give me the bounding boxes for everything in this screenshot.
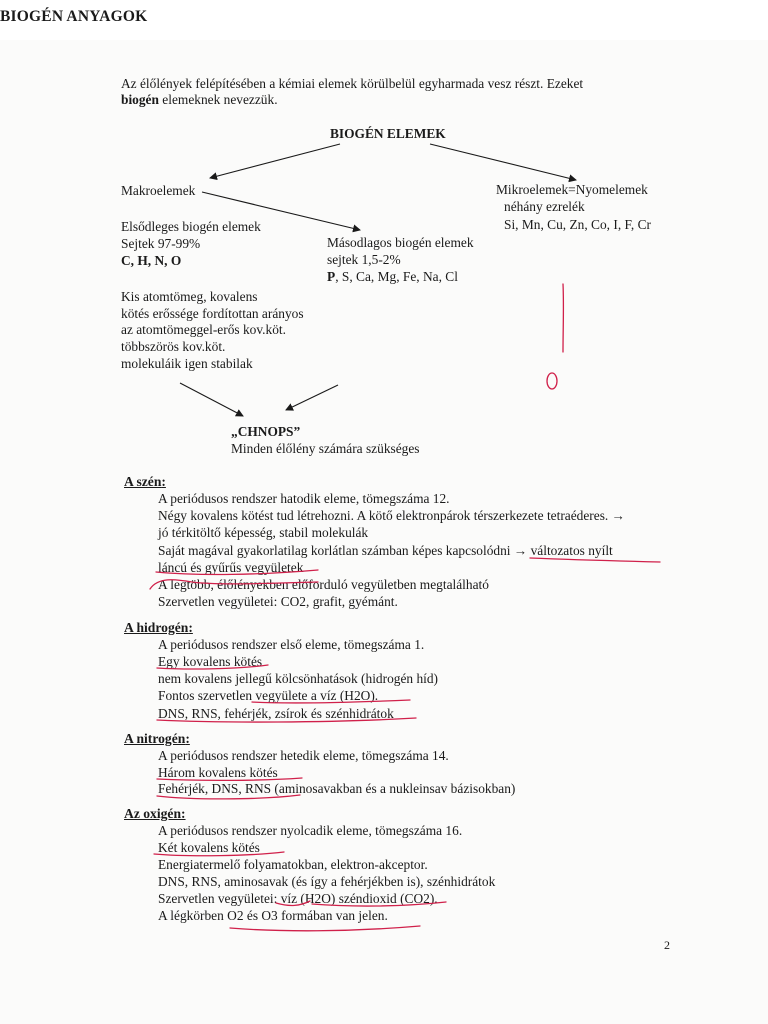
section-heading-hidrogen: A hidrogén:	[124, 620, 193, 635]
section-heading-szen: A szén:	[124, 474, 166, 489]
section-line: jó térkitöltő képesség, stabil molekulák	[158, 525, 369, 540]
property-line: többszörös kov.köt.	[121, 339, 226, 354]
section-line: A periódusos rendszer hetedik eleme, tömegszáma 14.	[158, 748, 449, 763]
section-line: Energiatermelő folyamatokban, elektron-akceptor.	[158, 857, 428, 872]
section-line: DNS, RNS, aminosavak (és így a fehérjékben is), szénhidrátok	[158, 874, 496, 889]
mikroelemek-sub: néhány ezrelék	[504, 199, 585, 214]
makroelemek-label: Makroelemek	[121, 183, 196, 198]
primary-percent: Sejtek 97-99%	[121, 236, 201, 251]
section-line: DNS, RNS, fehérjék, zsírok és szénhidrátok	[158, 706, 394, 721]
arrow-to-secondary	[202, 192, 360, 230]
arrow-secondary-to-chnops	[286, 385, 338, 410]
underline-lancu	[156, 570, 318, 574]
section-line: láncú és gyűrűs vegyületek	[158, 560, 304, 575]
section-line: A periódusos rendszer első eleme, tömegszáma 1.	[158, 637, 425, 652]
intro-rest: elemeknek nevezzük.	[158, 92, 278, 107]
secondary-elements-rest: , S, Ca, Mg, Fe, Na, Cl	[335, 269, 458, 284]
diagram-title: BIOGÉN ELEMEK	[330, 126, 446, 141]
property-line: az atomtömeggel-erős kov.köt.	[121, 322, 286, 337]
primary-elements: C, H, N, O	[121, 253, 182, 268]
underline-valtozatos	[530, 558, 660, 562]
property-line: Kis atomtömeg, kovalens	[121, 289, 258, 304]
underline-ket	[154, 852, 284, 856]
chnops-desc: Minden élőlény számára szükséges	[231, 441, 420, 456]
underline-szendioxid	[312, 902, 446, 906]
secondary-percent: sejtek 1,5-2%	[327, 252, 401, 267]
section-line: Fehérjék, DNS, RNS (aminosavakban és a nukleinsav bázisokban)	[158, 781, 516, 796]
section-line: Három kovalens kötés	[158, 765, 278, 780]
arrow-props-to-chnops	[180, 383, 243, 416]
section-line: A legtöbb, élőlényekben előforduló vegyületben megtalálható	[158, 577, 489, 592]
page-title: BIOGÉN ANYAGOK	[0, 8, 148, 25]
section-line: A légkörben O2 és O3 formában van jelen.	[158, 908, 388, 923]
arrow-to-makro	[210, 144, 340, 178]
section-line: Saját magával gyakorlatilag korlátlan számban képes kapcsolódni → változatos nyílt	[158, 543, 613, 558]
section-line: A periódusos rendszer hatodik eleme, tömegszáma 12.	[158, 491, 450, 506]
section-line: Szervetlen vegyületei: CO2, grafit, gyémánt.	[158, 594, 398, 609]
section-heading-nitrogen: A nitrogén:	[124, 731, 190, 746]
handwritten-zero	[547, 373, 557, 389]
underline-dns	[157, 718, 416, 722]
section-line: nem kovalens jellegű kölcsönhatások (hidrogén híd)	[158, 671, 439, 686]
intro-biogen-bold: biogén	[121, 92, 159, 107]
mikroelemek-label: Mikroelemek=Nyomelemek	[496, 182, 648, 197]
handwritten-annotations	[150, 284, 660, 931]
section-heading-oxigen: Az oxigén:	[124, 806, 186, 821]
mikroelemek-elements: Si, Mn, Cu, Zn, Co, I, F, Cr	[504, 217, 651, 232]
section-line: Szervetlen vegyületei: víz (H2O) széndioxid (CO2).	[158, 891, 438, 906]
section-line: Egy kovalens kötés	[158, 654, 263, 669]
property-line: kötés erőssége fordítottan arányos	[121, 306, 304, 321]
underline-legkor	[230, 926, 420, 931]
arrow-to-mikro	[430, 144, 576, 180]
page-number: 2	[664, 938, 670, 952]
section-line: Négy kovalens kötést tud létrehozni. A kötő elektronpárok térszerkezete tetraéderes. →	[158, 508, 626, 523]
underline-feherjek	[157, 795, 300, 799]
section-line: Fontos szervetlen vegyülete a víz (H2O).	[158, 688, 379, 703]
primary-label: Elsődleges biogén elemek	[121, 219, 261, 234]
section-line: Két kovalens kötés	[158, 840, 260, 855]
secondary-p-bold: P	[327, 269, 336, 284]
secondary-label: Másodlagos biogén elemek	[327, 235, 474, 250]
section-line: A periódusos rendszer nyolcadik eleme, tömegszáma 16.	[158, 823, 463, 838]
underline-egy-kovalens	[157, 665, 268, 669]
underline-viz2	[276, 901, 310, 905]
chnops-title: „CHNOPS”	[231, 424, 301, 439]
underline-viz	[252, 700, 410, 703]
property-line: molekuláik igen stabilak	[121, 356, 253, 371]
underline-legtobb	[150, 580, 318, 589]
intro-line-1: Az élőlények felépítésében a kémiai elemek körülbelül egyharmada vesz részt. Ezeket	[121, 76, 584, 91]
underline-harom	[157, 778, 302, 780]
